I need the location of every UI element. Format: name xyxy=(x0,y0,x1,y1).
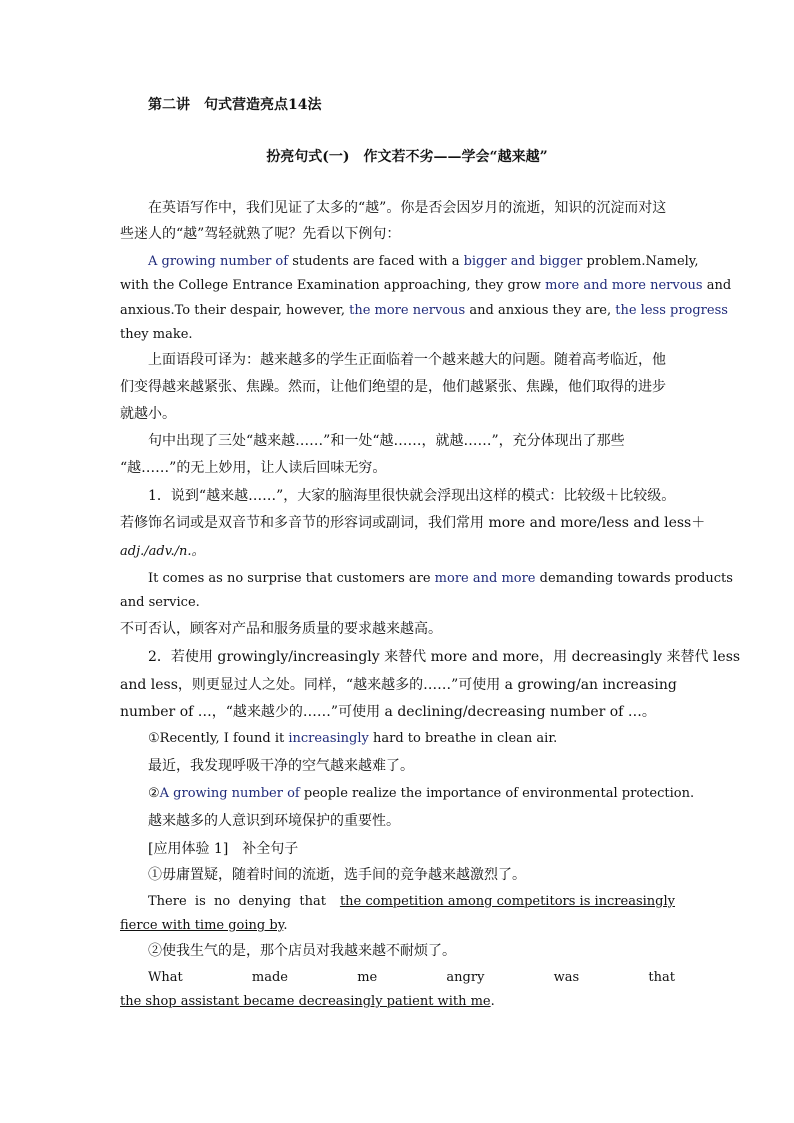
translation-line-3: 就越小。 xyxy=(120,406,176,422)
example-text: and anxious they are, xyxy=(465,303,616,318)
prompt-words xyxy=(148,893,326,911)
highlight-phrase: more and more xyxy=(434,571,536,586)
summary-line-1: 句中出现了三处“越来越……”和一处“越……，就越……”，充分体现出了那些 xyxy=(148,433,625,449)
intro-line-1: 在英语写作中，我们见证了太多的“越”。你是否会因岁月的流逝，知识的沉淀而对这 xyxy=(148,200,667,216)
example-text: hard to breathe in clean air. xyxy=(368,731,558,746)
practice-heading: [应用体验 1] 补全句子 xyxy=(148,841,299,857)
rule1-line-3: adj./adv./n.。 xyxy=(120,544,205,559)
answer-text: fierce with time going by xyxy=(120,918,284,933)
practice-question-1: ①毋庸置疑，随着时间的流逝，选手间的竞争越来越激烈了。 xyxy=(148,867,526,883)
practice-answer-2-line-2: the shop assistant became decreasingly patient with me. xyxy=(120,994,495,1009)
intro-line-2: 些迷人的“越”驾轻就熟了呢？先看以下例句： xyxy=(120,226,401,242)
prompt-word: denying xyxy=(238,894,292,909)
translation-line-2: 们变得越来越紧张、焦躁。然而，让他们绝望的是，他们越紧张、焦躁，他们取得的进步 xyxy=(120,379,666,395)
prompt-word: is xyxy=(194,894,206,909)
prompt-word: angry xyxy=(446,970,485,985)
example-text: problem.Namely, xyxy=(582,254,699,269)
rule2-line-2: and less，则更显过人之处。同样，“越来越多的……”可使用 a growing/an increasing xyxy=(120,677,677,693)
highlight-phrase: more and more nervous xyxy=(545,278,703,293)
example-line-4: they make. xyxy=(120,327,193,342)
example-line-1 xyxy=(120,253,699,271)
rule1-translation: 不可否认，顾客对产品和服务质量的要求越来越高。 xyxy=(120,621,442,637)
highlight-phrase: the less progress xyxy=(615,303,728,318)
rule1-example-line-2: and service. xyxy=(120,595,200,610)
example-text: anxious.To their despair, however, xyxy=(120,303,350,318)
practice-question-2: ②使我生气的是，那个店员对我越来越不耐烦了。 xyxy=(148,943,456,959)
prompt-word: that xyxy=(648,970,675,985)
example-text: ② xyxy=(148,786,160,801)
prompt-word: What xyxy=(148,970,183,985)
rule2-line-3: number of …，“越来越少的……”可使用 a declining/decreasing number of …。 xyxy=(120,704,656,720)
rule2-line-1: 2．若使用 growingly/increasingly 来替代 more and more，用 decreasingly 来替代 less xyxy=(148,649,741,665)
highlight-phrase: A growing number of xyxy=(159,786,300,801)
rule1-line-1: 1．说到“越来越……”，大家的脑海里很快就会浮现出这样的模式：比较级＋比较级。 xyxy=(148,488,676,504)
prompt-word: no xyxy=(214,894,231,909)
rule2-example-2 xyxy=(120,785,695,803)
section-title: 扮亮句式(一) 作文若不劣——学会“越来越” xyxy=(266,149,548,165)
practice-answer-2-line-1 xyxy=(120,969,675,987)
rule1-line-2: 若修饰名词或是双音节和多音节的形容词或副词，我们常用 more and more/less and less＋ xyxy=(120,515,706,531)
example-line-3 xyxy=(120,302,728,320)
example-text: with the College Entrance Examination approaching, they grow xyxy=(120,278,546,293)
rule2-example-1-translation: 最近，我发现呼吸干净的空气越来越难了。 xyxy=(148,758,414,774)
lecture-header: 第二讲 句式营造亮点14法 xyxy=(148,97,322,113)
example-text: and xyxy=(702,278,732,293)
highlight-phrase: A growing number of xyxy=(148,254,289,269)
answer-text: the competition among competitors is increasingly xyxy=(339,894,675,909)
example-text: ①Recently, I found it xyxy=(148,731,289,746)
highlight-phrase: the more nervous xyxy=(349,303,466,318)
rule2-example-2-translation: 越来越多的人意识到环境保护的重要性。 xyxy=(148,813,400,829)
highlight-phrase: increasingly xyxy=(288,731,369,746)
example-text: demanding towards products xyxy=(535,571,733,586)
prompt-word: There xyxy=(148,894,187,909)
prompt-word: was xyxy=(553,970,580,985)
prompt-word: me xyxy=(357,970,378,985)
answer-text: the shop assistant became decreasingly patient with me xyxy=(120,994,491,1009)
example-line-2 xyxy=(120,277,732,295)
summary-line-2: “越……”的无上妙用，让人读后回味无穷。 xyxy=(120,460,387,476)
prompt-word: that xyxy=(299,894,326,909)
rule1-example-line-1 xyxy=(120,570,733,588)
example-text: students are faced with a xyxy=(288,254,464,269)
highlight-phrase: bigger and bigger xyxy=(463,254,583,269)
rule2-example-1 xyxy=(120,730,675,748)
example-text: It comes as no surprise that customers are xyxy=(148,571,435,586)
example-text: people realize the importance of environmental protection. xyxy=(299,786,695,801)
practice-answer-1-line-2: fierce with time going by. xyxy=(120,918,288,933)
prompt-word: made xyxy=(251,970,288,985)
practice-answer-1-line-1 xyxy=(120,893,675,911)
translation-line-1: 上面语段可译为：越来越多的学生正面临着一个越来越大的问题。随着高考临近，他 xyxy=(148,352,666,368)
